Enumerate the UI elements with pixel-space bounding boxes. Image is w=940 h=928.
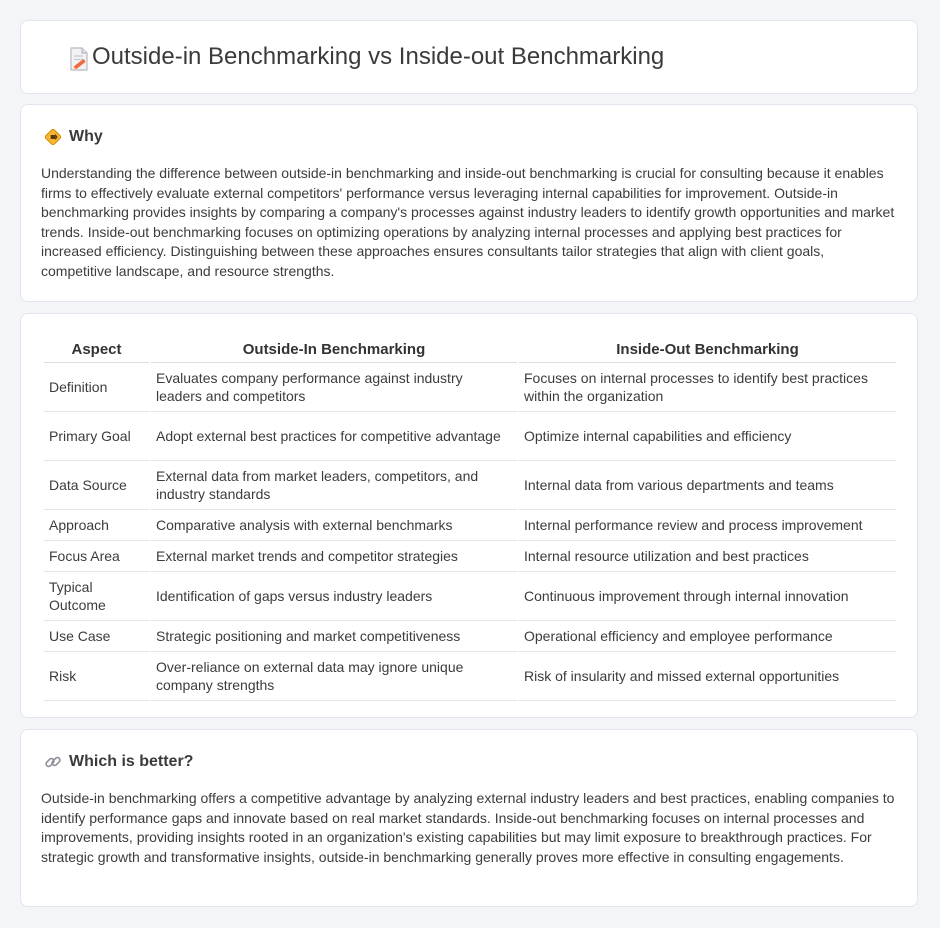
inside-out-cell: Internal data from various departments and teams — [519, 461, 896, 510]
aspect-cell: Data Source — [44, 461, 149, 510]
aspect-cell: Use Case — [44, 621, 149, 652]
table-row — [44, 461, 896, 510]
better-heading: Which is better? — [69, 753, 194, 770]
aspect-cell: Approach — [44, 510, 149, 541]
outside-in-cell: External market trends and competitor strategies — [151, 541, 517, 572]
aspect-cell: Focus Area — [44, 541, 149, 572]
better-text: Outside-in benchmarking offers a competitive advantage by analyzing external industry leaders and best practices, enabling companies to identify performance gaps and innovate based on real market standards. Inside-out benchmarking focuses on internal processes and improvements, providing insights rooted in an organization's existing capabilities but may limit exposure to breakthrough practices. For strategic growth and transformative insights, outside-in benchmarking generally proves more effective in consulting engagements. — [41, 790, 895, 865]
why-section — [20, 104, 918, 302]
outside-in-cell: Adopt external best practices for competitive advantage — [151, 412, 517, 461]
header-inside-out: Inside-Out Benchmarking — [519, 332, 896, 363]
table-header-row — [44, 332, 896, 363]
outside-in-cell: Comparative analysis with external benchmarks — [151, 510, 517, 541]
aspect-cell: Risk — [44, 652, 149, 701]
header-outside-in: Outside-In Benchmarking — [151, 332, 517, 363]
document-icon — [65, 45, 93, 73]
outside-in-cell: External data from market leaders, competitors, and industry standards — [151, 461, 517, 510]
table-row — [44, 572, 896, 621]
table-row — [44, 652, 896, 701]
link-icon — [43, 752, 63, 772]
page-title: Outside-in Benchmarking vs Inside-out Benchmarking — [92, 43, 665, 70]
inside-out-cell: Internal performance review and process improvement — [519, 510, 896, 541]
inside-out-cell: Internal resource utilization and best practices — [519, 541, 896, 572]
table-row — [44, 621, 896, 652]
table-row — [44, 363, 896, 412]
inside-out-cell: Focuses on internal processes to identify best practices within the organization — [519, 363, 896, 412]
aspect-cell: Definition — [44, 363, 149, 412]
why-header — [43, 127, 103, 147]
comparison-section — [20, 313, 918, 718]
aspect-cell: Primary Goal — [44, 412, 149, 461]
outside-in-cell: Over-reliance on external data may ignore unique company strengths — [151, 652, 517, 701]
header-aspect: Aspect — [44, 332, 149, 363]
outside-in-cell: Evaluates company performance against industry leaders and competitors — [151, 363, 517, 412]
table-row — [44, 412, 896, 461]
outside-in-cell: Identification of gaps versus industry leaders — [151, 572, 517, 621]
title-card — [20, 20, 918, 94]
inside-out-cell: Risk of insularity and missed external opportunities — [519, 652, 896, 701]
better-header — [43, 752, 193, 772]
table-row — [44, 541, 896, 572]
outside-in-cell: Strategic positioning and market competitiveness — [151, 621, 517, 652]
which-is-better-section — [20, 729, 918, 907]
why-heading: Why — [69, 128, 103, 145]
inside-out-cell: Continuous improvement through internal innovation — [519, 572, 896, 621]
comparison-table — [42, 332, 898, 701]
why-text: Understanding the difference between outside-in benchmarking and inside-out benchmarking is crucial for consulting because it enables firms to effectively evaluate external competitors' performance versus leveraging internal capabilities for improvement. Outside-in benchmarking provides insights by comparing a company's processes against industry leaders to identify growth opportunities and market trends. Inside-out benchmarking focuses on optimizing operations by analyzing internal processes and applying best practices for increased efficiency. Distinguishing between these approaches ensures consultants tailor strategies that align with client goals, competitive landscape, and resource strengths. — [41, 165, 895, 279]
inside-out-cell: Optimize internal capabilities and efficiency — [519, 412, 896, 461]
table-row — [44, 510, 896, 541]
diamond-sign-icon — [43, 127, 63, 147]
aspect-cell: Typical Outcome — [44, 572, 149, 621]
inside-out-cell: Operational efficiency and employee performance — [519, 621, 896, 652]
